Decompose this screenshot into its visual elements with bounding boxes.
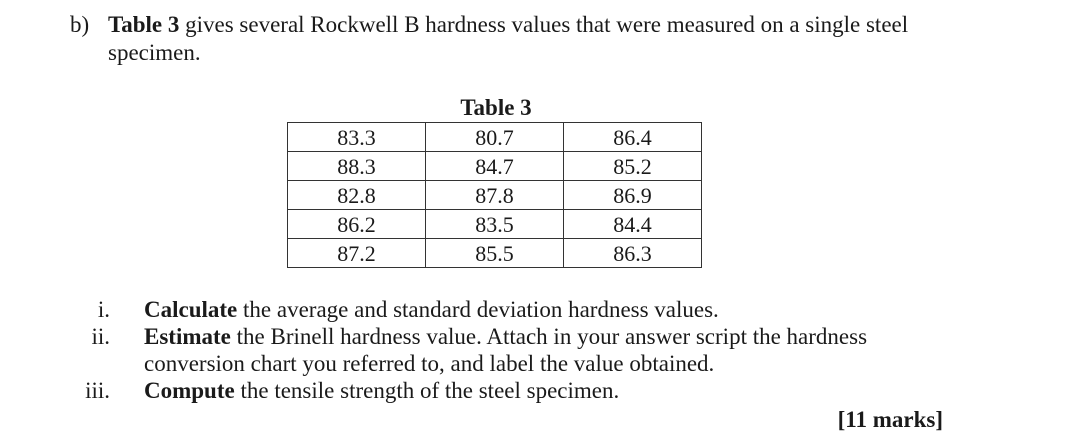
table-cell: 86.2 (288, 210, 426, 239)
subquestion-rest: the Brinell hardness value. Attach in your answer script the hardness conversion chart you referred to, and label the value obtained. (144, 324, 868, 376)
part-label: b) (70, 12, 90, 37)
table-cell: 86.3 (564, 239, 702, 268)
table-row (288, 181, 702, 210)
subquestion-number: i. (97, 297, 110, 322)
intro-text: gives several Rockwell B hardness values that were measured on a single steel specimen. (108, 12, 909, 65)
table-cell: 85.5 (426, 239, 564, 268)
table-row (288, 239, 702, 268)
intro-bold-text: Table 3 (108, 12, 180, 37)
table-cell: 83.3 (288, 123, 426, 152)
table-cell: 84.7 (426, 152, 564, 181)
table-cell: 83.5 (426, 210, 564, 239)
subquestion-text (144, 296, 944, 323)
table-cell: 88.3 (288, 152, 426, 181)
subquestion-number: ii. (91, 324, 110, 349)
subquestion-verb: Calculate (144, 297, 238, 322)
table-cell: 86.9 (564, 181, 702, 210)
marks-label: [11 marks] (837, 407, 943, 432)
subquestion-iii (0, 377, 1080, 404)
table-row (288, 123, 702, 152)
table-cell: 80.7 (426, 123, 564, 152)
subquestion-list (0, 296, 1080, 404)
table-row (288, 210, 702, 239)
subquestion-i (0, 296, 1080, 323)
subquestion-number: iii. (85, 378, 110, 403)
subquestion-verb: Estimate (144, 324, 231, 349)
hardness-table (287, 122, 702, 268)
subquestion-verb: Compute (144, 378, 235, 403)
subquestion-text (144, 323, 944, 377)
table-cell: 87.8 (426, 181, 564, 210)
table-cell: 86.4 (564, 123, 702, 152)
subquestion-rest: the average and standard deviation hardness values. (237, 297, 719, 322)
table-row (288, 152, 702, 181)
subquestion-text (144, 377, 944, 404)
subquestion-ii (0, 323, 1080, 377)
table-cell: 85.2 (564, 152, 702, 181)
table-cell: 84.4 (564, 210, 702, 239)
question-intro (108, 11, 968, 67)
table-cell: 87.2 (288, 239, 426, 268)
table-caption: Table 3 (460, 95, 532, 120)
subquestion-rest: the tensile strength of the steel specimen. (234, 378, 620, 403)
table-cell: 82.8 (288, 181, 426, 210)
